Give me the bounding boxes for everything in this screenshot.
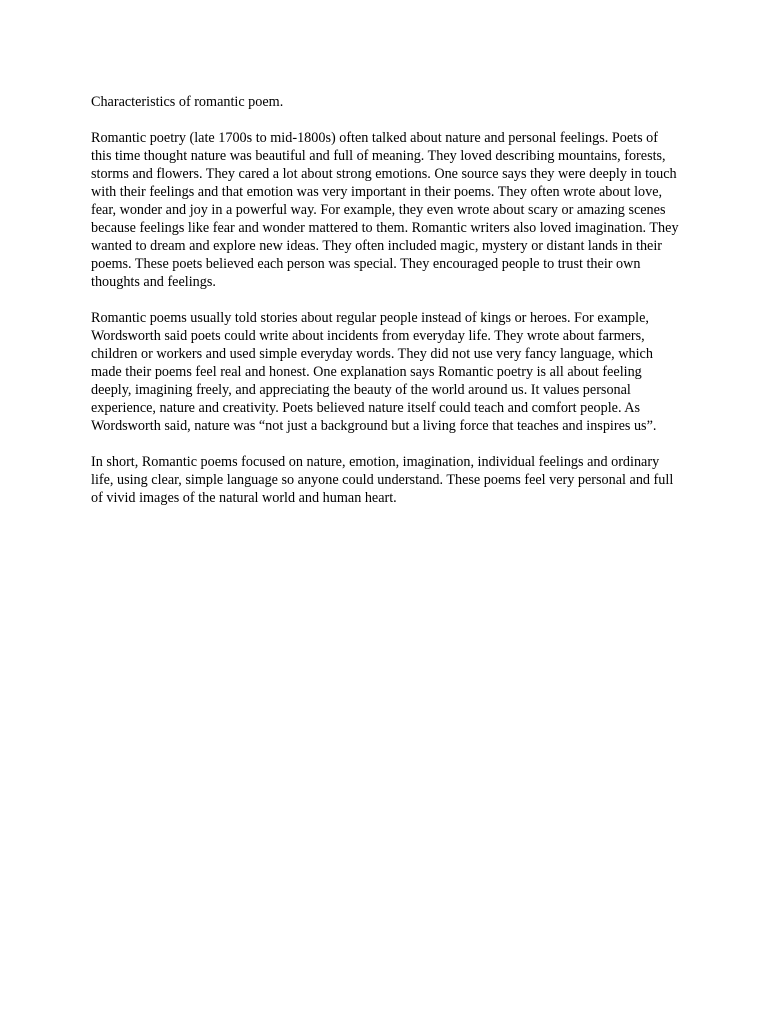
document-title: Characteristics of romantic poem. <box>91 94 284 110</box>
paragraph-2: Romantic poems usually told stories about regular people instead of kings or heroes. For example, Wordsworth said poets could write about incidents from everyday life. They wrote about farmers, children or workers and used simple everyday words. They did not use very fancy language, which made their poems feel real and honest. One explanation says Romantic poetry is all about feeling deeply, imagining freely, and appreciating the beauty of the world around us. It values personal experience, nature and creativity. Poets believed nature itself could teach and comfort people. As Wordsworth said, nature was “not just a background but a living force that teaches and inspires us”. <box>91 310 657 434</box>
paragraph-3: In short, Romantic poems focused on nature, emotion, imagination, individual feelings and ordinary life, using clear, simple language so anyone could understand. These poems feel very personal and full of vivid images of the natural world and human heart. <box>91 454 674 506</box>
document-body <box>91 93 681 525</box>
paragraph-1: Romantic poetry (late 1700s to mid-1800s) often talked about nature and personal feelings. Poets of this time thought nature was beautiful and full of meaning. They loved describing mountains, forests, storms and flowers. They cared a lot about strong emotions. One source says they were deeply in touch with their feelings and that emotion was very important in their poems. They often wrote about love, fear, wonder and joy in a powerful way. For example, they even wrote about scary or amazing scenes because feelings like fear and wonder mattered to them. Romantic writers also loved imagination. They wanted to dream and explore new ideas. They often included magic, mystery or distant lands in their poems. These poets believed each person was special. They encouraged people to trust their own thoughts and feelings. <box>91 130 679 290</box>
